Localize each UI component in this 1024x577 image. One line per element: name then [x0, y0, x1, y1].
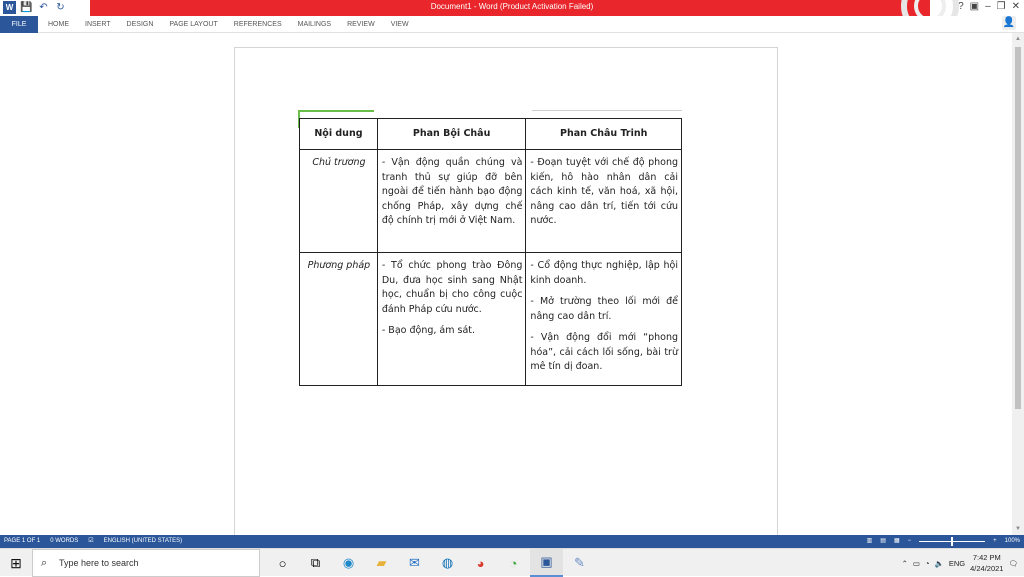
header-noi-dung[interactable]: Nội dung — [300, 119, 378, 150]
volume-icon[interactable]: 🔈 — [934, 558, 944, 568]
mail-icon[interactable]: ✉ — [409, 555, 420, 570]
page-count[interactable]: PAGE 1 OF 1 — [4, 538, 41, 544]
word-taskbar-icon[interactable]: ▣ — [530, 549, 563, 577]
ribbon-display-button[interactable]: ▣ — [969, 1, 980, 12]
chrome-icon[interactable]: ◕ — [476, 555, 485, 571]
windows-start-icon[interactable]: ⊞ — [10, 555, 22, 571]
title-bar — [0, 0, 1024, 16]
close-button[interactable]: ✕ — [1011, 1, 1020, 12]
status-bar — [0, 535, 1024, 548]
web-layout-icon[interactable]: ▦ — [893, 538, 900, 544]
scroll-up-icon[interactable]: ▲ — [1015, 36, 1021, 42]
language-indicator[interactable]: ENGLISH (UNITED STATES) — [103, 538, 183, 544]
save-icon[interactable]: 💾 — [20, 2, 33, 13]
tab-home[interactable]: HOME — [48, 21, 69, 28]
cell-paragraph: - Đoạn tuyệt với chế độ phong kiến, hô hào nhân dân cải cách kinh tế, văn hoá, xã hội, nâng cao dân trí, tiến tới cứu nước. — [530, 157, 678, 226]
taskbar-search-box[interactable] — [32, 549, 260, 577]
table-row — [300, 150, 682, 253]
window-controls — [958, 1, 1020, 12]
help-button[interactable]: ? — [958, 1, 964, 12]
input-language[interactable]: ENG — [948, 558, 966, 568]
wifi-icon[interactable]: ◔ — [924, 558, 930, 568]
user-avatar-icon[interactable]: 👤 — [1002, 17, 1016, 28]
table-cell[interactable] — [526, 150, 682, 253]
task-view-icon[interactable]: ⧉ — [310, 555, 321, 570]
vertical-scrollbar[interactable] — [1012, 33, 1024, 535]
system-tray — [902, 549, 1024, 577]
tab-file[interactable]: FILE — [0, 16, 38, 33]
scrollbar-thumb[interactable] — [1015, 47, 1021, 409]
dell-icon[interactable]: ◍ — [441, 555, 454, 570]
tab-design[interactable]: DESIGN — [126, 21, 154, 28]
search-icon: ⌕ — [41, 557, 48, 569]
battery-icon[interactable]: ▭ — [912, 558, 920, 568]
row-label-phuong-phap[interactable]: Phương pháp — [300, 253, 378, 386]
taskbar-apps — [266, 549, 596, 577]
comparison-table[interactable] — [299, 118, 682, 386]
print-layout-icon[interactable]: ▤ — [880, 538, 886, 544]
header-phan-boi-chau[interactable]: Phan Bội Châu — [377, 119, 526, 150]
paint-icon[interactable]: ✎ — [574, 555, 585, 570]
table-cell[interactable] — [377, 253, 526, 386]
windows-taskbar — [0, 548, 1024, 576]
table-cell[interactable] — [526, 253, 682, 386]
header-phan-chau-trinh[interactable]: Phan Châu Trinh — [526, 119, 682, 150]
show-hidden-icons-icon[interactable]: ⌃ — [901, 558, 908, 568]
search-placeholder: Type here to search — [59, 558, 139, 568]
cell-paragraph: - Tổ chức phong trào Đông Du, đưa học sinh sang Nhật học, chuẩn bị cho công cuộc đánh Pháp cứu nước. — [381, 260, 523, 315]
edge-icon[interactable]: ◉ — [342, 555, 355, 570]
cell-paragraph: - Cổ động thực nghiệp, lập hội kinh doanh. — [530, 260, 678, 286]
zoom-slider[interactable] — [919, 541, 985, 542]
tab-review[interactable]: REVIEW — [347, 21, 375, 28]
ribbon-tabs — [48, 16, 409, 33]
read-mode-icon[interactable]: ▥ — [866, 538, 873, 544]
tab-view[interactable]: VIEW — [390, 21, 409, 28]
clock-time: 7:42 PM — [972, 553, 1001, 562]
tab-page-layout[interactable]: PAGE LAYOUT — [169, 21, 218, 28]
zoom-out-icon[interactable]: − — [907, 538, 912, 544]
tab-insert[interactable]: INSERT — [85, 21, 111, 28]
minimize-button[interactable]: – — [985, 1, 991, 12]
table-row — [300, 253, 682, 386]
window-title: Document1 - Word (Product Activation Failed) — [430, 2, 594, 11]
cell-paragraph: - Vận động đổi mới “phong hóa”, cải cách lối sống, bài trừ mê tín dị đoan. — [530, 332, 678, 372]
table-header-row — [300, 119, 682, 150]
tab-references[interactable]: REFERENCES — [233, 21, 282, 28]
text-boundary-line — [532, 110, 682, 111]
notifications-icon[interactable]: 🗨 — [1008, 558, 1018, 568]
row-label-chu-truong[interactable]: Chủ trương — [300, 150, 378, 253]
quick-access-toolbar — [3, 1, 67, 14]
restore-button[interactable]: ❐ — [996, 1, 1006, 12]
tab-mailings[interactable]: MAILINGS — [297, 21, 332, 28]
cell-paragraph: - Mở trường theo lối mới để nâng cao dân trí. — [530, 296, 678, 322]
word-logo-icon: W — [3, 1, 16, 14]
word-count[interactable]: 0 WORDS — [50, 538, 79, 544]
zoom-level[interactable]: 100% — [1004, 538, 1020, 544]
table-cell[interactable] — [377, 150, 526, 253]
proofing-icon[interactable]: ☑ — [88, 538, 94, 544]
zoom-in-icon[interactable]: + — [993, 538, 997, 544]
scroll-down-icon[interactable]: ▼ — [1015, 526, 1021, 532]
cell-paragraph: - Bạo động, ám sát. — [381, 325, 476, 336]
taskbar-clock[interactable] — [970, 552, 1003, 574]
clock-date: 4/24/2021 — [970, 564, 1004, 573]
coccoc-icon[interactable]: ◔ — [509, 555, 518, 571]
cell-paragraph: - Vận động quần chúng và tranh thủ sự giúp đỡ bên ngoài để tiến hành bạo động chống Pháp, xây dựng chế độ chính trị mới ở Việt Nam. — [381, 157, 523, 226]
zoom-slider-knob[interactable] — [951, 537, 953, 546]
redo-icon[interactable]: ↻ — [56, 2, 65, 13]
undo-icon[interactable]: ↶ — [39, 2, 48, 13]
ribbon-tab-bar — [0, 16, 1024, 33]
file-explorer-icon[interactable]: ▰ — [376, 555, 387, 570]
cortana-icon[interactable]: ○ — [278, 555, 287, 571]
